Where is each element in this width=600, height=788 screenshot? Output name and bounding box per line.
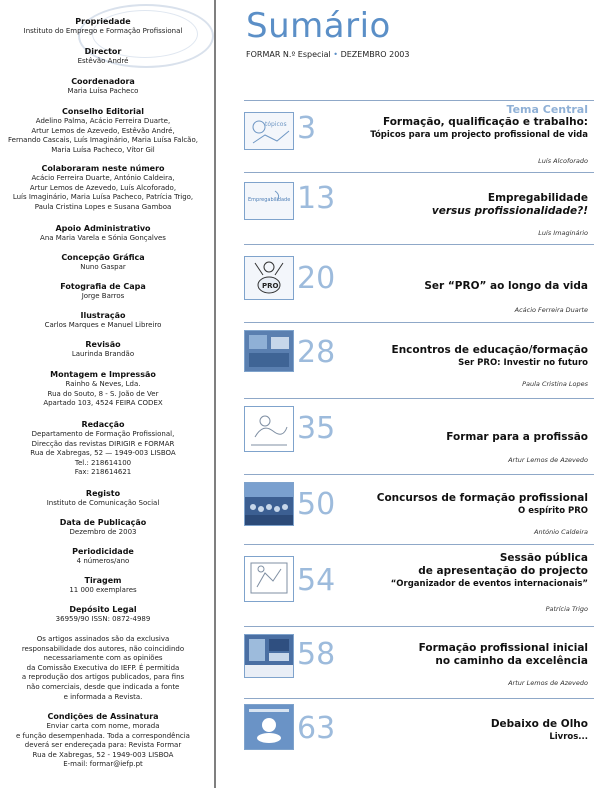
thumbnail-illustration: [245, 557, 293, 601]
section-line: Rua de Xabregas, 52 — 1949-003 LISBOA: [30, 449, 176, 458]
page-number: 35: [297, 411, 336, 446]
entry-rule: [244, 698, 594, 699]
entry-subtitle: Tópicos para um projecto profissional de vida: [370, 130, 588, 140]
page-number: 50: [297, 487, 336, 522]
section-line: Ana Maria Varela e Sónia Gonçalves: [40, 234, 166, 242]
colophon-propriedade: [0, 17, 206, 37]
section-heading: Colaboraram neste número: [41, 164, 165, 173]
entry-title: Formação profissional inicial: [418, 642, 588, 654]
entry-thumbnail: [244, 704, 294, 750]
section-heading: Fotografia de Capa: [60, 282, 146, 291]
entry-text: [419, 642, 588, 668]
separator-dot: •: [333, 50, 339, 59]
toc-entry[interactable]: [244, 176, 594, 244]
entry-title: Ser “PRO” ao longo da vida: [424, 280, 588, 292]
page-number: 54: [297, 563, 336, 598]
section-line: e informada a Revista.: [63, 692, 143, 701]
section-heading: Ilustração: [80, 311, 126, 320]
colophon-tiragem: [0, 576, 206, 596]
section-heading: Coordenadora: [71, 77, 135, 86]
entry-author: Artur Lemos de Azevedo: [508, 456, 588, 464]
issue-line: [246, 50, 409, 59]
colophon-nota: [0, 635, 206, 702]
entry-subtitle: Ser PRO: Investir no futuro: [458, 358, 588, 368]
section-heading: Concepção Gráfica: [61, 253, 145, 262]
section-heading: Data de Publicação: [59, 518, 147, 527]
section-line: Maria Luísa Pacheco, Vítor Gil: [51, 145, 155, 154]
entry-subtitle: Livros...: [549, 732, 588, 742]
section-line: Departamento de Formação Profissional,: [31, 430, 175, 438]
entry-author: António Caldeira: [534, 528, 588, 536]
entry-title: Sessão pública: [499, 552, 588, 564]
colophon-registo: [0, 489, 206, 509]
section-line: 4 números/ano: [76, 557, 130, 565]
entry-rule: [244, 626, 594, 627]
section-heading: Revisão: [85, 340, 121, 349]
page-number: 13: [297, 181, 336, 216]
entry-author: Patrícia Trigo: [545, 605, 588, 613]
thumbnail-caption: PRO: [262, 282, 279, 290]
entry-thumbnail: [244, 182, 294, 220]
thumbnail-illustration: [245, 483, 293, 525]
section-line: Nuno Gaspar: [80, 263, 126, 271]
colophon-periodicidade: [0, 547, 206, 567]
toc-entry[interactable]: [244, 548, 594, 622]
entry-text: [391, 552, 588, 590]
thumbnail-caption: Empregabilidade: [248, 197, 291, 203]
section-line: Paula Cristina Lopes e Susana Gamboa: [34, 202, 172, 211]
toc-entry[interactable]: [244, 478, 594, 548]
entry-text: [491, 718, 588, 743]
section-line: Estêvão André: [77, 57, 129, 65]
colophon-revisao: [0, 340, 206, 360]
colophon-deposito: [0, 605, 206, 625]
entry-title: Concursos de formação profissional: [376, 492, 588, 504]
section-heading: Propriedade: [75, 17, 131, 26]
page-title: Sumário: [246, 6, 391, 46]
section-heading: Registo: [85, 489, 121, 498]
entry-rule: [244, 474, 594, 475]
entry-subtitle: “Organizador de eventos internacionais”: [390, 579, 588, 589]
section-line: Enviar carta com nome, morada: [46, 722, 160, 730]
section-heading: Redacção: [81, 420, 125, 429]
entry-thumbnail: [244, 112, 294, 150]
thumbnail-illustration: [245, 331, 293, 371]
page-number: 63: [297, 711, 336, 746]
entry-rule: [244, 398, 594, 399]
section-line: Luís Imaginário, Maria Luísa Pacheco, Patrícia Trigo,: [12, 193, 194, 202]
thumbnail-caption: tópicos: [265, 121, 287, 128]
section-line: Artur Lemos de Azevedo, Luís Alcoforado,: [29, 183, 177, 192]
entry-author: Luís Imaginário: [538, 229, 588, 237]
section-line: Adelino Palma, Acácio Ferreira Duarte,: [35, 117, 171, 125]
section-line: Fernando Cascais, Luís Imaginário, Maria Luísa Falcão,: [8, 136, 198, 145]
section-line: Apartado 103, 4524 FEIRA CODEX: [43, 399, 163, 408]
colophon-director: [0, 47, 206, 67]
section-line: 11 000 exemplares: [69, 586, 137, 594]
entry-rule: [244, 322, 594, 323]
entry-rule: [244, 172, 594, 173]
entry-thumbnail: [244, 256, 294, 300]
section-heading: Periodicidade: [72, 547, 134, 556]
thumbnail-illustration: [245, 113, 293, 149]
section-heading: Apoio Administrativo: [55, 224, 151, 233]
colophon-concepcao: [0, 253, 206, 273]
colophon-redaccao: [0, 420, 206, 478]
section-line: Tel.: 218614100: [74, 458, 132, 467]
section-line: Artur Lemos de Azevedo, Estêvão André,: [31, 126, 175, 135]
colophon-coordenadora: [0, 77, 206, 97]
section-line: E-mail: formar@iefp.pt: [63, 760, 143, 769]
section-line: responsabilidade dos autores, não coincidindo: [21, 644, 185, 653]
entry-title: Empregabilidade: [487, 192, 588, 204]
toc-entry[interactable]: [244, 702, 594, 758]
thumbnail-illustration: [245, 183, 293, 219]
toc-entry[interactable]: [244, 104, 594, 172]
toc-entry[interactable]: [244, 630, 594, 698]
section-line: Os artigos assinados são da exclusiva: [36, 635, 170, 643]
colophon: [0, 0, 206, 788]
section-line: Fax: 218614621: [74, 468, 132, 477]
entry-title: Debaixo de Olho: [490, 718, 588, 730]
toc-entry[interactable]: [244, 402, 594, 472]
section-line: deverá ser endereçada para: Revista Formar: [24, 741, 182, 750]
issue-name: FORMAR N.º Especial: [246, 50, 331, 59]
entry-rule: [244, 544, 594, 545]
section-line: Carlos Marques e Manuel Libreiro: [44, 321, 162, 329]
entry-author: Luís Alcoforado: [538, 157, 588, 165]
entry-thumbnail: [244, 406, 294, 452]
colophon-publicacao: [0, 518, 206, 538]
section-line: Instituto do Emprego e Formação Profissional: [23, 27, 183, 35]
entry-rule: [244, 100, 594, 101]
section-line: Dezembro de 2003: [69, 528, 137, 536]
column-divider: [214, 0, 216, 788]
colophon-conselho-editorial: [0, 107, 206, 155]
entry-text: [370, 104, 588, 141]
section-heading: Tiragem: [84, 576, 122, 585]
section-heading: Montagem e Impressão: [50, 370, 156, 379]
colophon-fotografia: [0, 282, 206, 302]
toc-entry[interactable]: [244, 326, 594, 396]
section-line: Rua do Souto, 8 - S. João de Ver: [47, 389, 159, 398]
page-number: 58: [297, 637, 336, 672]
section-line: e função desempenhada. Toda a correspondência: [16, 731, 190, 740]
section-line: Instituto de Comunicação Social: [46, 499, 160, 507]
entry-subtitle: O espírito PRO: [518, 506, 588, 516]
section-heading: Depósito Legal: [69, 605, 137, 614]
page-number: 28: [297, 335, 336, 370]
entry-thumbnail: [244, 634, 294, 678]
issue-date: DEZEMBRO 2003: [340, 50, 410, 59]
entry-text: [377, 492, 588, 517]
thumbnail-illustration: [245, 257, 293, 299]
entry-text: [432, 192, 588, 218]
section-line: da Comissão Executiva do IEFP. É permitida: [26, 663, 180, 672]
entry-text: [392, 344, 588, 369]
colophon-apoio: [0, 224, 206, 244]
section-line: 36959/90 ISSN: 0872-4989: [55, 615, 151, 623]
colophon-ilustracao: [0, 311, 206, 331]
section-line: necessariamente com as opiniões: [43, 654, 163, 663]
thumbnail-illustration: [245, 635, 293, 677]
entry-text: [446, 431, 588, 444]
entry-author: Artur Lemos de Azevedo: [508, 679, 588, 687]
thumbnail-illustration: [245, 705, 293, 749]
section-heading: Condições de Assinatura: [47, 712, 159, 721]
entry-title: Formar para a profissão: [446, 431, 588, 443]
section-line: Maria Luísa Pacheco: [67, 87, 139, 95]
entry-thumbnail: [244, 556, 294, 602]
page-number: 3: [297, 111, 317, 146]
entry-title-line2: versus profissionalidade?!: [431, 205, 588, 217]
colophon-colaboraram: [0, 164, 206, 212]
entry-rule: [244, 244, 594, 245]
entry-category: Tema Central: [506, 103, 588, 116]
colophon-montagem: [0, 370, 206, 409]
entry-thumbnail: [244, 330, 294, 372]
entry-title-line2: no caminho da excelência: [435, 655, 588, 667]
section-line: Laurinda Brandão: [71, 350, 135, 358]
entry-title: Formação, qualificação e trabalho:: [382, 116, 588, 128]
section-line: a reprodução dos artigos publicados, para fins: [21, 673, 185, 682]
thumbnail-illustration: [245, 407, 293, 451]
toc-entry[interactable]: [244, 248, 594, 322]
entry-thumbnail: [244, 482, 294, 526]
section-line: Jorge Barros: [81, 292, 125, 300]
section-line: Direcção das revistas DIRIGIR e FORMAR: [31, 439, 175, 448]
page-number: 20: [297, 261, 336, 296]
section-heading: Conselho Editorial: [61, 107, 145, 116]
entry-author: Acácio Ferreira Duarte: [514, 306, 588, 314]
entry-author: Paula Cristina Lopes: [522, 380, 588, 388]
section-heading: Director: [84, 47, 122, 56]
entry-title-line2: de apresentação do projecto: [418, 565, 588, 577]
section-line: Rainho & Neves, Lda.: [65, 380, 141, 388]
entry-title: Encontros de educação/formação: [391, 344, 588, 356]
section-line: Acácio Ferreira Duarte, António Caldeira,: [31, 174, 175, 182]
section-line: não comerciais, desde que indicada a fonte: [26, 682, 180, 691]
colophon-condicoes: [0, 712, 206, 770]
section-line: Rua de Xabregas, 52 - 1949-003 LISBOA: [32, 750, 174, 759]
entry-text: [424, 280, 588, 293]
